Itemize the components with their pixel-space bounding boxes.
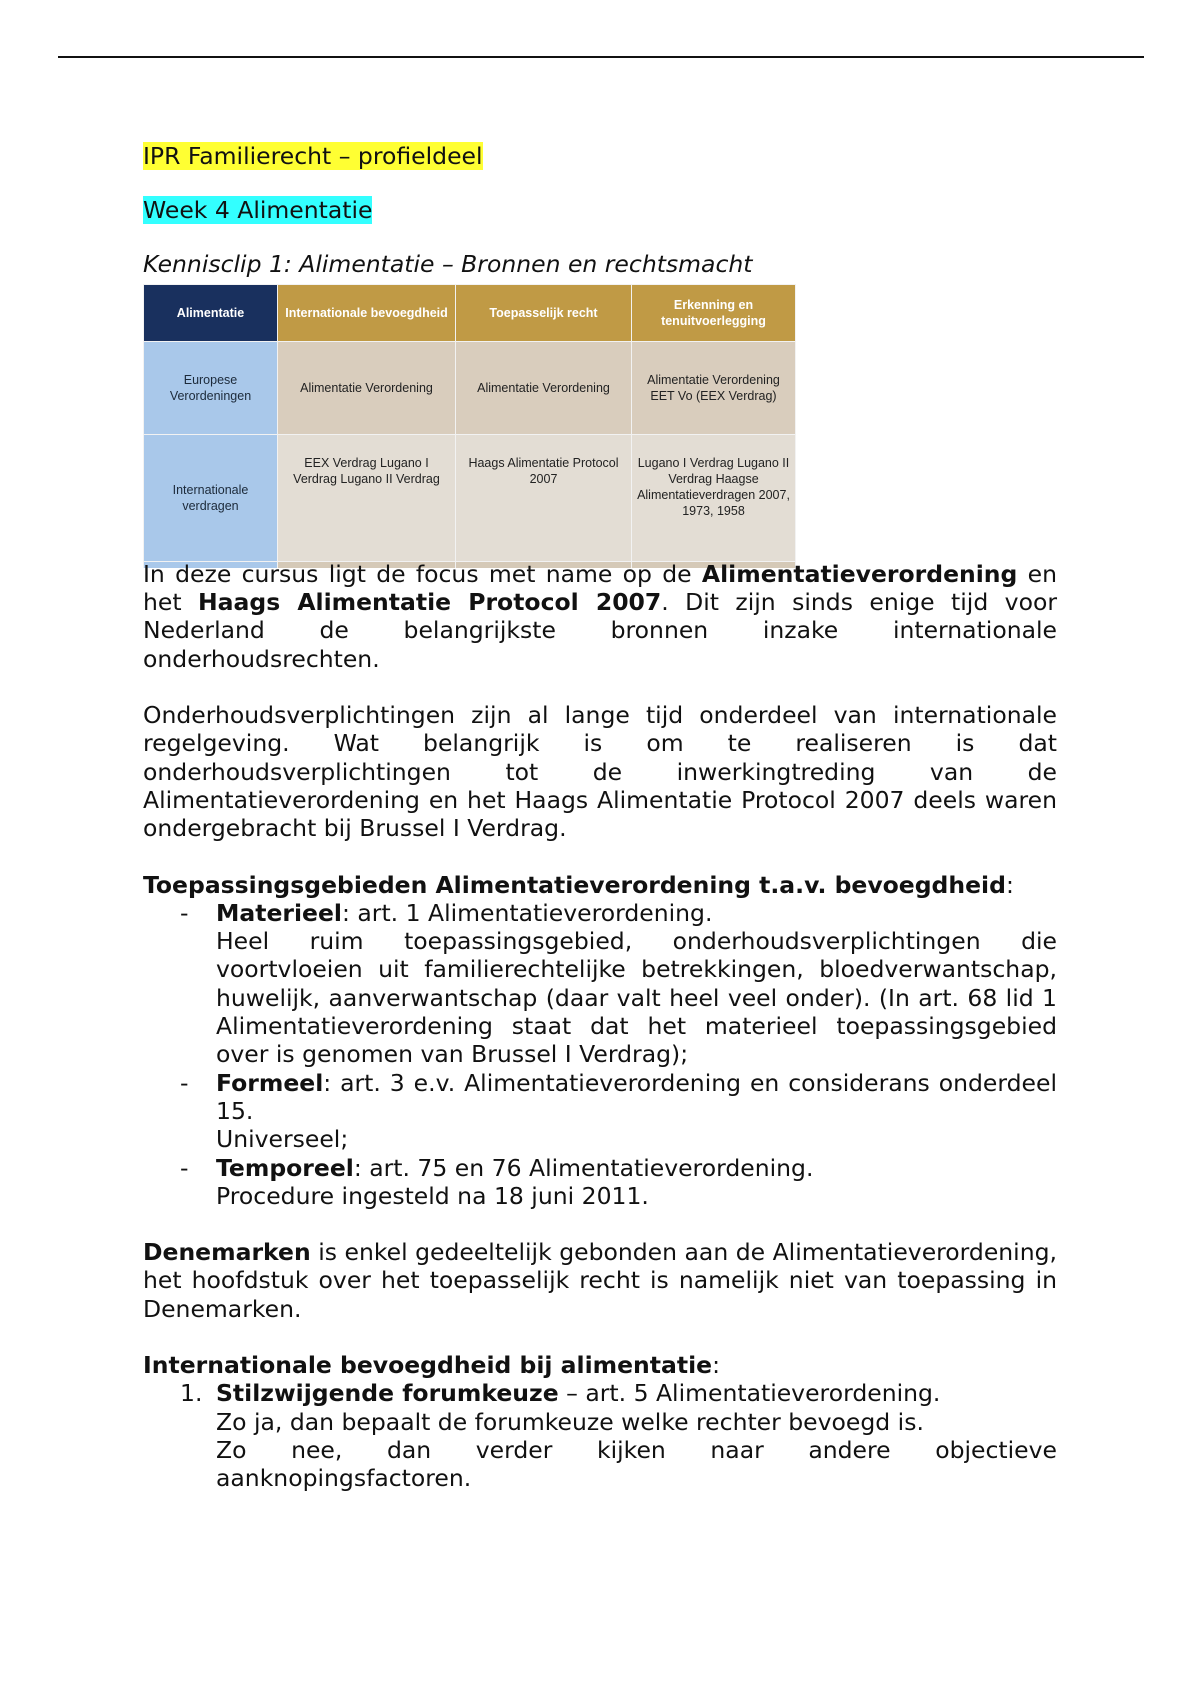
table-row-header: Internationale verdragen: [144, 434, 278, 561]
table-col-header: Erkenning en tenuitvoerlegging: [632, 284, 796, 341]
clip-heading: Kennisclip 1: Alimentatie – Bronnen en rechtsmacht: [143, 249, 753, 278]
sources-table: [143, 284, 796, 568]
history-paragraph: Onderhoudsverplichtingen zijn al lange tijd onderdeel van internationale regelgeving. Wat belangrijk is om te realiseren is dat onderhoudsverplichtingen tot de inwerkingtreding van de Alimentatieverordening en het Haags Alimentatie Protocol 2007 deels waren ondergebracht bij Brussel I Verdrag.: [143, 701, 1057, 843]
jurisdiction-list: [143, 1379, 1057, 1492]
list-item: - Temporeel: art. 75 en 76 Alimentatieverordening. Procedure ingesteld na 18 juni 2011.: [216, 1154, 1057, 1211]
document-title: IPR Familierecht – profieldeel: [143, 142, 483, 170]
table-cell: Lugano I Verdrag Lugano II Verdrag Haagse Alimentatieverdragen 2007, 1973, 1958: [632, 434, 796, 561]
table-col-header: Internationale bevoegdheid: [278, 284, 456, 341]
scope-list: [143, 899, 1057, 1210]
focus-paragraph: In deze cursus ligt de focus met name op de Alimentatieverordening en het Haags Alimentatie Protocol 2007. Dit zijn sinds enige tijd voor Nederland de belangrijkste bronnen inzake internationale onderhoudsrechten.: [143, 559, 1058, 673]
list-item: - Materieel: art. 1 Alimentatieverordening. Heel ruim toepassingsgebied, onderhoudsverplichtingen die voortvloeien uit familierechtelijke betrekkingen, bloedverwantschap, huwelijk, aanverwantschap (daar valt heel veel onder). (In art. 68 lid 1 Alimentatieverordening staat dat het materieel toepassingsgebied over is genomen van Brussel I Verdrag);: [216, 899, 1057, 1069]
jurisdiction-heading: Internationale bevoegdheid bij alimentatie:: [143, 1351, 721, 1380]
list-item: - Formeel: art. 3 e.v. Alimentatieverordening en considerans onderdeel 15. Universeel;: [216, 1069, 1057, 1154]
table-cell: Alimentatie Verordening: [456, 341, 632, 434]
table-row-header: Europese Verordeningen: [144, 341, 278, 434]
week-heading: Week 4 Alimentatie: [143, 196, 373, 225]
top-rule: [58, 56, 1144, 58]
table-cell: Alimentatie Verordening EET Vo (EEX Verdrag): [632, 341, 796, 434]
scope-section: [143, 871, 1057, 1211]
sources-table-image: [143, 278, 1057, 568]
document-page: [143, 140, 1057, 1493]
denmark-paragraph: Denemarken is enkel gedeeltelijk gebonden aan de Alimentatieverordening, het hoofdstuk over het toepasselijk recht is namelijk niet van toepassing in Denemarken.: [143, 1238, 1057, 1323]
table-corner: Alimentatie: [144, 284, 278, 341]
table-cell: EEX Verdrag Lugano I Verdrag Lugano II Verdrag: [278, 434, 456, 561]
scope-heading: Toepassingsgebieden Alimentatieverordening t.a.v. bevoegdheid:: [143, 870, 1014, 899]
jurisdiction-section: [143, 1351, 1057, 1492]
table-col-header: Toepasselijk recht: [456, 284, 632, 341]
table-cell: Haags Alimentatie Protocol 2007: [456, 434, 632, 561]
list-item: 1. Stilzwijgende forumkeuze – art. 5 Alimentatieverordening. Zo ja, dan bepaalt de forumkeuze welke rechter bevoegd is. Zo nee, dan verder kijken naar andere objectieve aanknopingsfactoren.: [180, 1379, 1057, 1493]
table-cell: Alimentatie Verordening: [278, 341, 456, 434]
